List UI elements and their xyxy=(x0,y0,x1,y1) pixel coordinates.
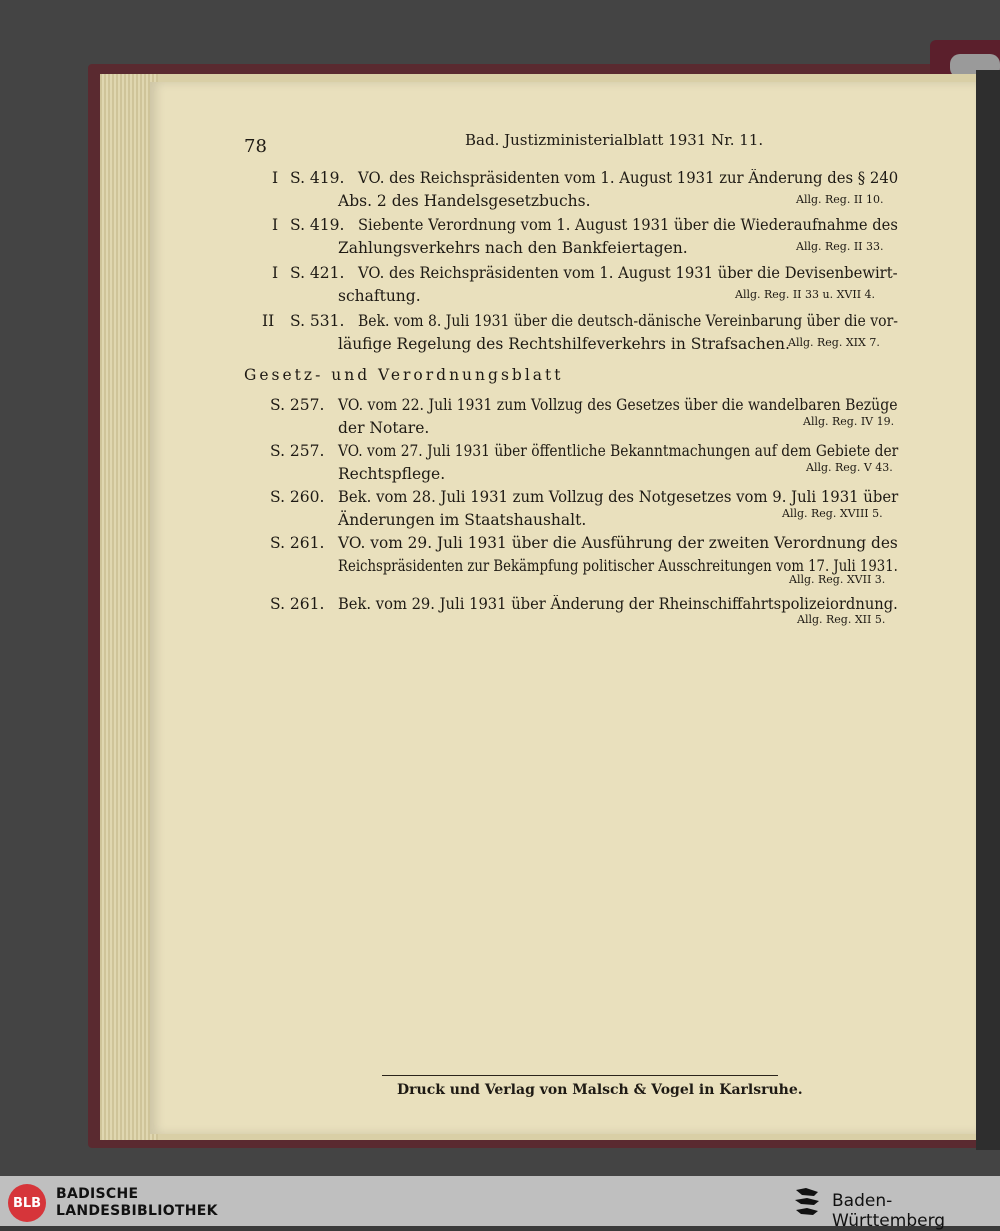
entry-page: S. 257. xyxy=(270,396,325,414)
entry-register-ref: Allg. Reg. XVII 3. xyxy=(789,573,886,586)
library-name-line2: LANDESBIBLIOTHEK xyxy=(56,1203,218,1219)
entry-line: der Notare. xyxy=(338,419,430,437)
blb-logo-icon[interactable]: BLB xyxy=(8,1184,46,1222)
entry-register-ref: Allg. Reg. XIX 7. xyxy=(788,336,880,349)
entry-line: Bek. vom 29. Juli 1931 über Änderung der Rheinschiffahrtspolizeiordnung. xyxy=(338,595,898,613)
entry-page: S. 261. xyxy=(270,534,325,552)
entry-page: S. 419. xyxy=(290,216,345,234)
state-name[interactable]: Baden-Württemberg xyxy=(832,1191,946,1231)
entry-page: S. 257. xyxy=(270,442,325,460)
entry-page: S. 531. xyxy=(290,312,345,330)
entry-page: S. 260. xyxy=(270,488,325,506)
baden-wuerttemberg-lions-icon xyxy=(792,1186,822,1218)
entry-line: Siebente Verordnung vom 1. August 1931 über die Wiederaufnahme des xyxy=(358,216,898,234)
entry-register-ref: Allg. Reg. XII 5. xyxy=(797,613,886,626)
entry-part: I xyxy=(272,169,279,187)
entry-register-ref: Allg. Reg. II 33. xyxy=(796,240,884,253)
entry-page: S. 419. xyxy=(290,169,345,187)
entry-line: schaftung. xyxy=(338,287,421,305)
entry-line: VO. vom 27. Juli 1931 über öffentliche Bekanntmachungen auf dem Gebiete der xyxy=(338,442,899,460)
imprint-rule xyxy=(382,1075,778,1076)
entry-part: I xyxy=(272,264,279,282)
entry-register-ref: Allg. Reg. V 43. xyxy=(806,461,893,474)
entry-line: läufige Regelung des Rechtshilfeverkehrs in Strafsachen. xyxy=(338,335,790,353)
entry-line: Änderungen im Staatshaushalt. xyxy=(338,511,587,529)
entry-part: I xyxy=(272,216,279,234)
entry-line: VO. des Reichspräsidenten vom 1. August 1931 über die Devisenbewirt- xyxy=(358,264,898,282)
entry-page: S. 261. xyxy=(270,595,325,613)
background-right xyxy=(976,70,1000,1150)
library-footer xyxy=(0,1176,1000,1231)
library-name-line1: BADISCHE xyxy=(56,1186,139,1202)
entry-line: Abs. 2 des Handelsgesetzbuchs. xyxy=(338,192,591,210)
entry-register-ref: Allg. Reg. II 33 u. XVII 4. xyxy=(735,288,876,301)
entry-line: Reichspräsidenten zur Bekämpfung politischer Ausschreitungen vom 17. Juli 1931. xyxy=(338,557,898,575)
entry-line: Rechtspflege. xyxy=(338,465,446,483)
imprint: Druck und Verlag von Malsch & Vogel in Karlsruhe. xyxy=(397,1082,803,1098)
section-heading: Gesetz- und Verordnungsblatt xyxy=(244,366,564,384)
entry-line: VO. vom 22. Juli 1931 zum Vollzug des Gesetzes über die wandelbaren Bezüge xyxy=(338,396,898,414)
entry-line: Zahlungsverkehrs nach den Bankfeiertagen. xyxy=(338,239,688,257)
entry-register-ref: Allg. Reg. XVIII 5. xyxy=(782,507,883,520)
entry-part: II xyxy=(262,312,275,330)
entry-line: VO. vom 29. Juli 1931 über die Ausführung der zweiten Verordnung des xyxy=(338,534,898,552)
entry-register-ref: Allg. Reg. IV 19. xyxy=(803,415,895,428)
entry-page: S. 421. xyxy=(290,264,345,282)
entry-register-ref: Allg. Reg. II 10. xyxy=(796,193,884,206)
entry-line: Bek. vom 28. Juli 1931 zum Vollzug des Notgesetzes vom 9. Juli 1931 über xyxy=(338,488,899,506)
running-title: Bad. Justizministerialblatt 1931 Nr. 11. xyxy=(465,131,764,149)
entry-line: Bek. vom 8. Juli 1931 über die deutsch-dänische Vereinbarung über die vor- xyxy=(358,312,899,330)
page-number: 78 xyxy=(244,136,267,157)
entry-line: VO. des Reichspräsidenten vom 1. August 1931 zur Änderung des § 240 xyxy=(358,169,899,187)
